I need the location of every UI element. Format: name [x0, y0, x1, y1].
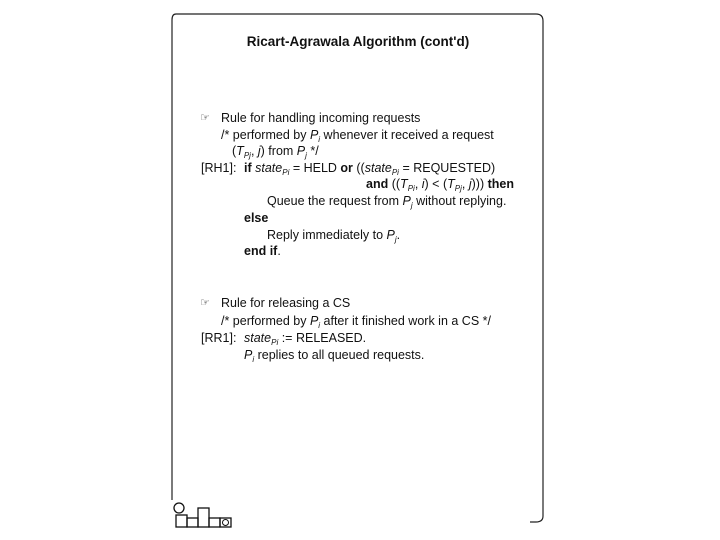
section1-comment-line1: /* performed by $P_i$ whenever it received a request	[221, 128, 494, 144]
section2-comment: /* performed by $P_i$ after it finished work in a CS */	[221, 314, 491, 330]
section2-heading: Rule for releasing a CS	[221, 296, 351, 310]
rh1-reply-action: Reply immediately to $P_j$.	[267, 228, 401, 244]
rh1-endif: end if.	[244, 244, 281, 258]
pointing-hand-icon: ☞	[200, 297, 210, 309]
pointing-hand-icon: ☞	[200, 112, 210, 124]
section1-heading: Rule for handling incoming requests	[221, 111, 421, 125]
rh1-else: else	[244, 211, 269, 225]
rh1-condition-and: and (($T_{Pi}$, $i) < (T_{Pj}$, j))) then	[366, 177, 514, 193]
rr1-label: [RR1]:	[201, 331, 237, 345]
rh1-condition: if state$_{Pi}$ = HELD or ((state$_{Pi}$ = REQUESTED)	[244, 161, 496, 177]
rh1-label: [RH1]:	[201, 161, 237, 175]
rr1-assignment: state$_{Pi}$ := RELEASED.	[244, 331, 367, 347]
rr1-reply-queued: $P_i$ replies to all queued requests.	[244, 348, 425, 364]
slide-title: Ricart-Agrawala Algorithm (cont'd)	[246, 34, 470, 49]
section1-comment-line2: ($T_{Pj}$, j) from $P_j$ */	[232, 144, 319, 160]
publisher-logo-icon	[172, 500, 242, 530]
rh1-queue-action: Queue the request from $P_j$ without replying.	[267, 194, 507, 210]
